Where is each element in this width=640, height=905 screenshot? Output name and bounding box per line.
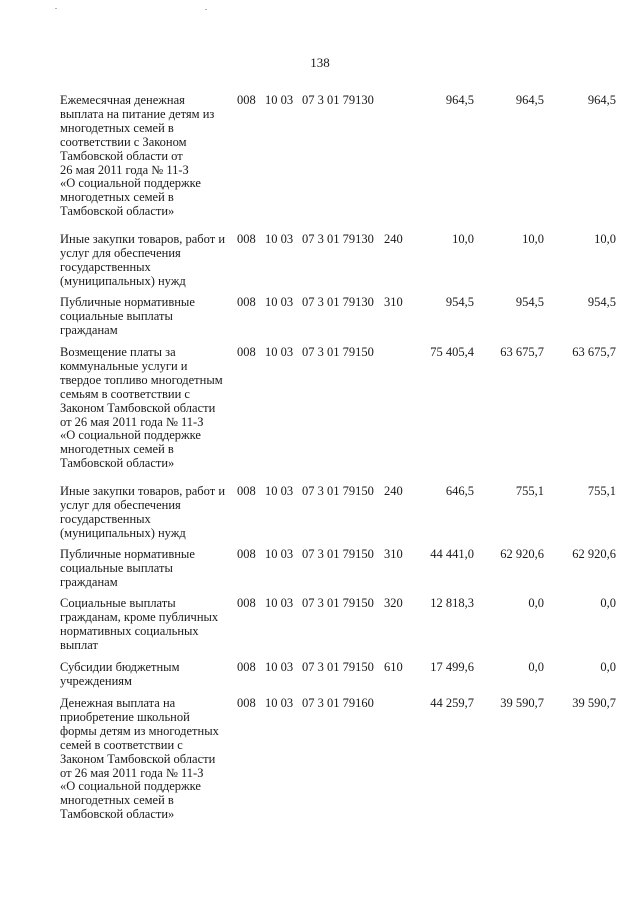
row-description: Социальные выплаты гражданам, кроме публичных нормативных социальных выплат bbox=[60, 596, 219, 652]
amount-year-3: 954,5 bbox=[587, 295, 616, 309]
amount-year-1: 44 441,0 bbox=[430, 547, 474, 561]
section-code: 10 03 bbox=[265, 660, 294, 674]
ministry-code: 008 bbox=[237, 484, 256, 498]
amount-year-2: 0,0 bbox=[528, 596, 544, 610]
article-code: 07 3 01 79130 bbox=[302, 232, 374, 246]
row-description: Иные закупки товаров, работ и услуг для обеспечения государственных (муниципальных) нужд bbox=[60, 484, 226, 540]
row-description: Публичные нормативные социальные выплаты гражданам bbox=[60, 295, 195, 337]
expense-type-code: 320 bbox=[384, 596, 403, 610]
amount-year-2: 0,0 bbox=[528, 660, 544, 674]
section-code: 10 03 bbox=[265, 596, 294, 610]
section-code: 10 03 bbox=[265, 295, 294, 309]
row-description: Публичные нормативные социальные выплаты гражданам bbox=[60, 547, 195, 589]
amount-year-3: 0,0 bbox=[600, 596, 616, 610]
section-code: 10 03 bbox=[265, 696, 294, 710]
section-code: 10 03 bbox=[265, 484, 294, 498]
row-description: Денежная выплата на приобретение школьной формы детям из многодетных семей в соответствии с Законом Тамбовской области от 26 мая 2011 года № 11-З «О социальной поддержке многодетных семей в Тамбовской области» bbox=[60, 696, 219, 822]
amount-year-2: 63 675,7 bbox=[500, 345, 544, 359]
article-code: 07 3 01 79150 bbox=[302, 484, 374, 498]
row-description: Субсидии бюджетным учреждениям bbox=[60, 660, 180, 688]
amount-year-1: 75 405,4 bbox=[430, 345, 474, 359]
ministry-code: 008 bbox=[237, 232, 256, 246]
section-code: 10 03 bbox=[265, 345, 294, 359]
row-description: Возмещение платы за коммунальные услуги и твердое топливо многодетным семьям в соответствии с Законом Тамбовской области от 26 мая 2011 года № 11-З «О социальной поддержке многодетных семей в Тамбовской области» bbox=[60, 345, 223, 471]
scan-mark bbox=[55, 8, 57, 9]
amount-year-3: 62 920,6 bbox=[572, 547, 616, 561]
amount-year-3: 964,5 bbox=[587, 93, 616, 107]
section-code: 10 03 bbox=[265, 547, 294, 561]
ministry-code: 008 bbox=[237, 660, 256, 674]
ministry-code: 008 bbox=[237, 547, 256, 561]
article-code: 07 3 01 79150 bbox=[302, 547, 374, 561]
ministry-code: 008 bbox=[237, 696, 256, 710]
article-code: 07 3 01 79160 bbox=[302, 696, 374, 710]
expense-type-code: 310 bbox=[384, 547, 403, 561]
amount-year-3: 10,0 bbox=[594, 232, 616, 246]
row-description: Иные закупки товаров, работ и услуг для обеспечения государственных (муниципальных) нужд bbox=[60, 232, 226, 288]
amount-year-3: 39 590,7 bbox=[572, 696, 616, 710]
expense-type-code: 310 bbox=[384, 295, 403, 309]
amount-year-2: 954,5 bbox=[515, 295, 544, 309]
amount-year-1: 954,5 bbox=[445, 295, 474, 309]
amount-year-1: 44 259,7 bbox=[430, 696, 474, 710]
amount-year-2: 39 590,7 bbox=[500, 696, 544, 710]
ministry-code: 008 bbox=[237, 596, 256, 610]
amount-year-1: 17 499,6 bbox=[430, 660, 474, 674]
article-code: 07 3 01 79150 bbox=[302, 345, 374, 359]
amount-year-2: 10,0 bbox=[522, 232, 544, 246]
amount-year-1: 10,0 bbox=[452, 232, 474, 246]
amount-year-1: 964,5 bbox=[445, 93, 474, 107]
amount-year-1: 646,5 bbox=[445, 484, 474, 498]
ministry-code: 008 bbox=[237, 345, 256, 359]
amount-year-2: 62 920,6 bbox=[500, 547, 544, 561]
article-code: 07 3 01 79130 bbox=[302, 295, 374, 309]
article-code: 07 3 01 79150 bbox=[302, 596, 374, 610]
ministry-code: 008 bbox=[237, 93, 256, 107]
amount-year-2: 964,5 bbox=[515, 93, 544, 107]
amount-year-2: 755,1 bbox=[515, 484, 544, 498]
row-description: Ежемесячная денежная выплата на питание детям из многодетных семей в соответствии с Законом Тамбовской области от 26 мая 2011 года № 11-З «О социальной поддержке многодетных семей в Тамбовской области» bbox=[60, 93, 215, 219]
expense-type-code: 240 bbox=[384, 484, 403, 498]
section-code: 10 03 bbox=[265, 93, 294, 107]
ministry-code: 008 bbox=[237, 295, 256, 309]
amount-year-1: 12 818,3 bbox=[430, 596, 474, 610]
expense-type-code: 240 bbox=[384, 232, 403, 246]
scan-mark bbox=[205, 9, 207, 10]
page-number: 138 bbox=[310, 55, 330, 70]
amount-year-3: 755,1 bbox=[587, 484, 616, 498]
amount-year-3: 63 675,7 bbox=[572, 345, 616, 359]
article-code: 07 3 01 79130 bbox=[302, 93, 374, 107]
expense-type-code: 610 bbox=[384, 660, 403, 674]
section-code: 10 03 bbox=[265, 232, 294, 246]
amount-year-3: 0,0 bbox=[600, 660, 616, 674]
article-code: 07 3 01 79150 bbox=[302, 660, 374, 674]
